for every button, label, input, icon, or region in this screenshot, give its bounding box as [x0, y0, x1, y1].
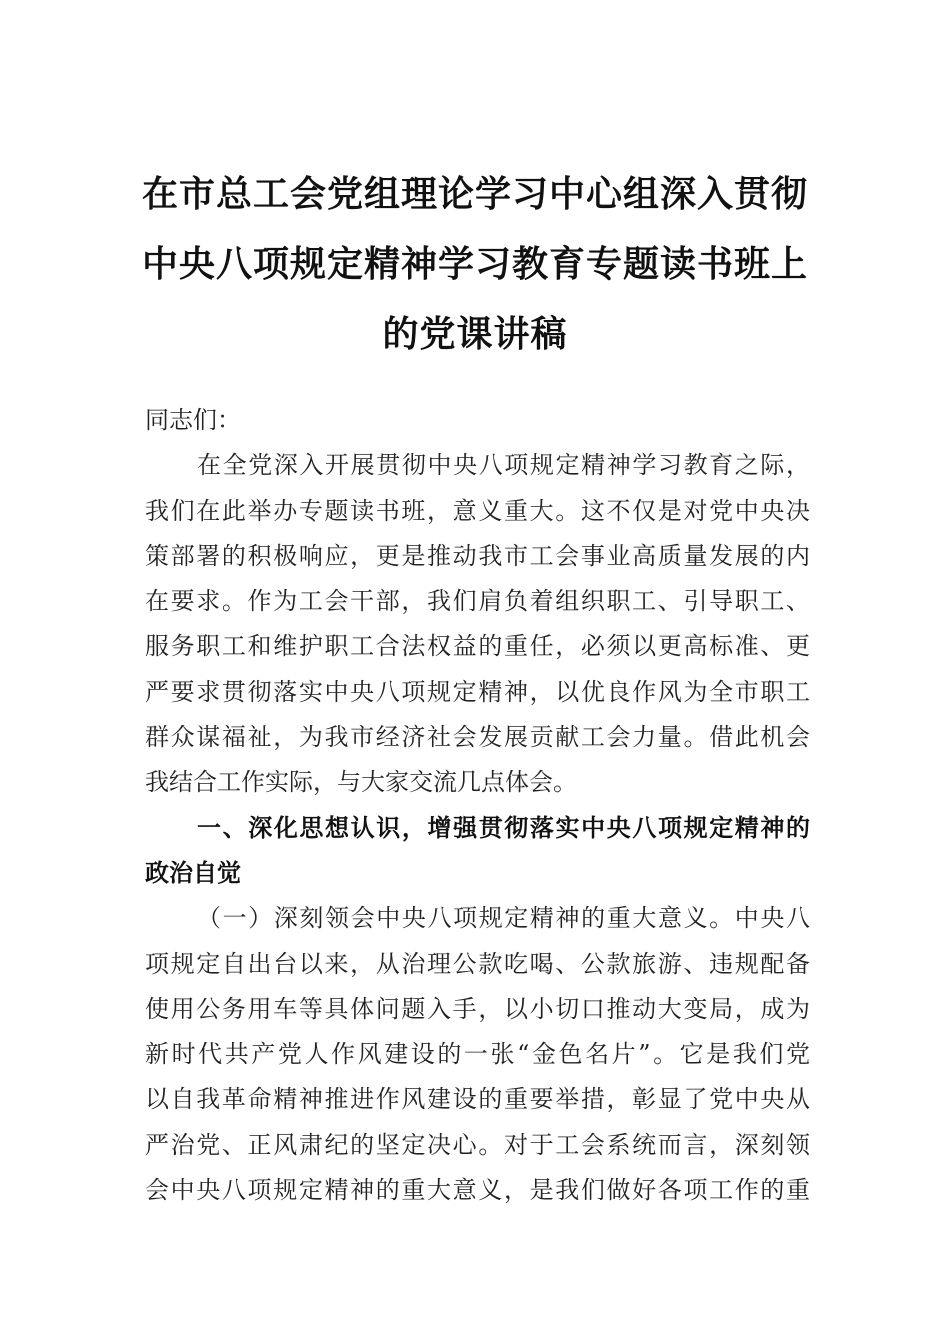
title-line: 在市总工会党组理论学习中心组深入贯彻: [141, 174, 808, 215]
paragraph-line: 我们在此举办专题读书班，意义重大。这不仅是对党中央决: [145, 496, 810, 525]
paragraph-line: 我结合工作实际，与大家交流几点体会。: [145, 768, 577, 797]
intro-paragraph: [145, 443, 810, 805]
paragraph-line: 群众谋福祉，为我市经济社会发展贡献工会力量。借此机会: [145, 723, 810, 752]
paragraph-line: 在要求。作为工会干部，我们肩负着组织职工、引导职工、: [145, 587, 810, 616]
paragraph-line: 策部署的积极响应，更是推动我市工会事业高质量发展的内: [145, 541, 810, 570]
heading-line: 政治自觉: [145, 858, 241, 887]
paragraph-line: 会中央八项规定精神的重大意义，是我们做好各项工作的重: [145, 1176, 810, 1205]
paragraph-line: 严要求贯彻落实中央八项规定精神，以优良作风为全市职工: [145, 677, 810, 706]
title-line: 的党课讲稿: [382, 314, 568, 355]
heading-line: 一、深化思想认识，增强贯彻落实中央八项规定精神的: [197, 813, 810, 842]
paragraph-line: 使用公务用车等具体问题入手，以小切口推动大变局，成为: [145, 994, 810, 1023]
paragraph-line: 项规定自出台以来，从治理公款吃喝、公款旅游、违规配备: [145, 949, 810, 978]
paragraph-line: 新时代共产党人作风建设的一张“金色名片”。它是我们党: [145, 1040, 810, 1069]
section-heading: [145, 806, 810, 897]
paragraph-line: 在全党深入开展贯彻中央八项规定精神学习教育之际，: [197, 451, 810, 480]
title-line: 中央八项规定精神学习教育专题读书班上: [141, 244, 808, 285]
salutation: 同志们：: [145, 406, 241, 434]
subsection-paragraph: [145, 896, 810, 1213]
paragraph-line: （一）深刻领会中央八项规定精神的重大意义。中央八: [197, 904, 810, 933]
paragraph-line: 服务职工和维护职工合法权益的重任，必须以更高标准、更: [145, 632, 810, 661]
paragraph-line: 以自我革命精神推进作风建设的重要举措，彰显了党中央从: [145, 1085, 810, 1114]
paragraph-line: 严治党、正风肃纪的坚定决心。对于工会系统而言，深刻领: [145, 1130, 810, 1159]
document-title: [140, 160, 810, 370]
document-body: [145, 398, 810, 1213]
